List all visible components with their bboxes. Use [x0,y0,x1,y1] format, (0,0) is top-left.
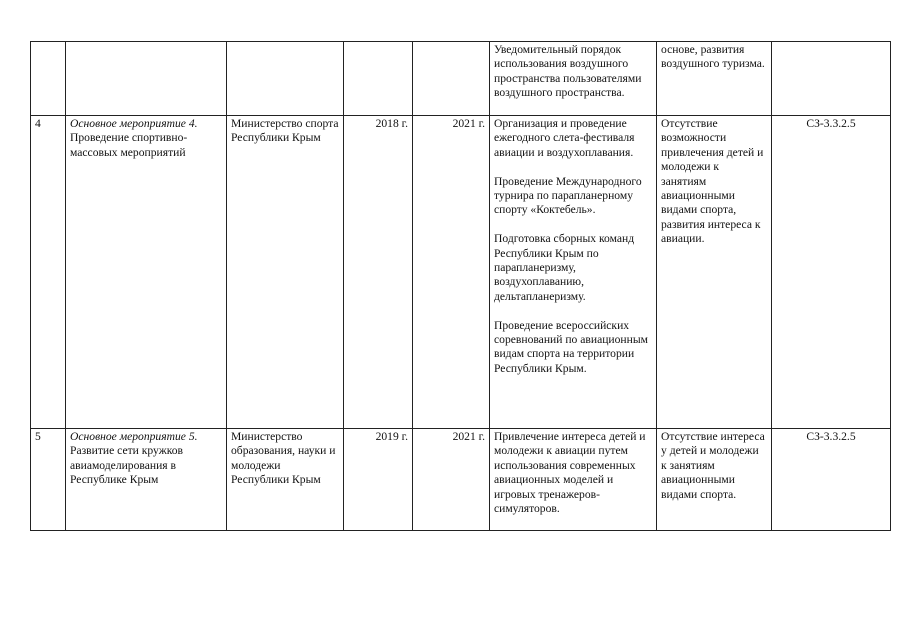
measure-text: Проведение спортивно-массовых мероприятий [70,131,188,159]
executor-cell [227,42,344,116]
action-text: Подготовка сборных команд Республики Крым по парапланеризму, воздухоплаванию, дельтапланеризму. [494,232,635,303]
row-number [31,42,66,116]
executor-cell: Министерство образования, науки и молодежи Республики Крым [227,429,344,531]
indicator-code: СЗ-3.3.2.5 [772,116,891,429]
action-text: Организация и проведение ежегодного слета-фестиваля авиации и воздухоплавания. [494,117,635,159]
action-text: Привлечение интереса детей и молодежи к авиации путем использования современных авиационных моделей и игровых тренажеров-симуляторов. [494,430,646,516]
table-row [31,42,891,116]
indicator-code [772,42,891,116]
end-year [413,42,490,116]
actions-cell [490,429,657,531]
measure-title: Основное мероприятие 5. [70,430,198,443]
measure-text: Развитие сети кружков авиамоделирования в Республике Крым [70,444,184,487]
consequences-cell: Отсутствие интереса у детей и молодежи к занятиям авиационными видами спорта. [657,429,772,531]
table-row [31,116,891,429]
measure-title: Основное мероприятие 4. [70,117,198,130]
start-year: 2018 г. [344,116,413,429]
measures-table [30,41,891,531]
start-year [344,42,413,116]
indicator-code: СЗ-3.3.2.5 [772,429,891,531]
table-row [31,429,891,531]
end-year: 2021 г. [413,429,490,531]
actions-cell [490,116,657,429]
end-year: 2021 г. [413,116,490,429]
measure-cell [66,429,227,531]
action-text: Уведомительный порядок использования воздушного пространства пользователями воздушного пространства. [494,43,642,100]
measure-cell [66,42,227,116]
measure-cell [66,116,227,429]
row-number: 4 [31,116,66,429]
action-text: Проведение всероссийских соревнований по авиационным видам спорта на территории Республики Крым. [494,318,648,375]
consequences-cell: основе, развития воздушного туризма. [657,42,772,116]
start-year: 2019 г. [344,429,413,531]
consequences-cell: Отсутствие возможности привлечения детей и молодежи к занятиям авиационными видами спорта, развития интереса к авиации. [657,116,772,429]
actions-cell [490,42,657,116]
action-text: Проведение Международного турнира по парапланерному спорту «Коктебель». [494,174,642,217]
executor-cell: Министерство спорта Республики Крым [227,116,344,429]
row-number: 5 [31,429,66,531]
